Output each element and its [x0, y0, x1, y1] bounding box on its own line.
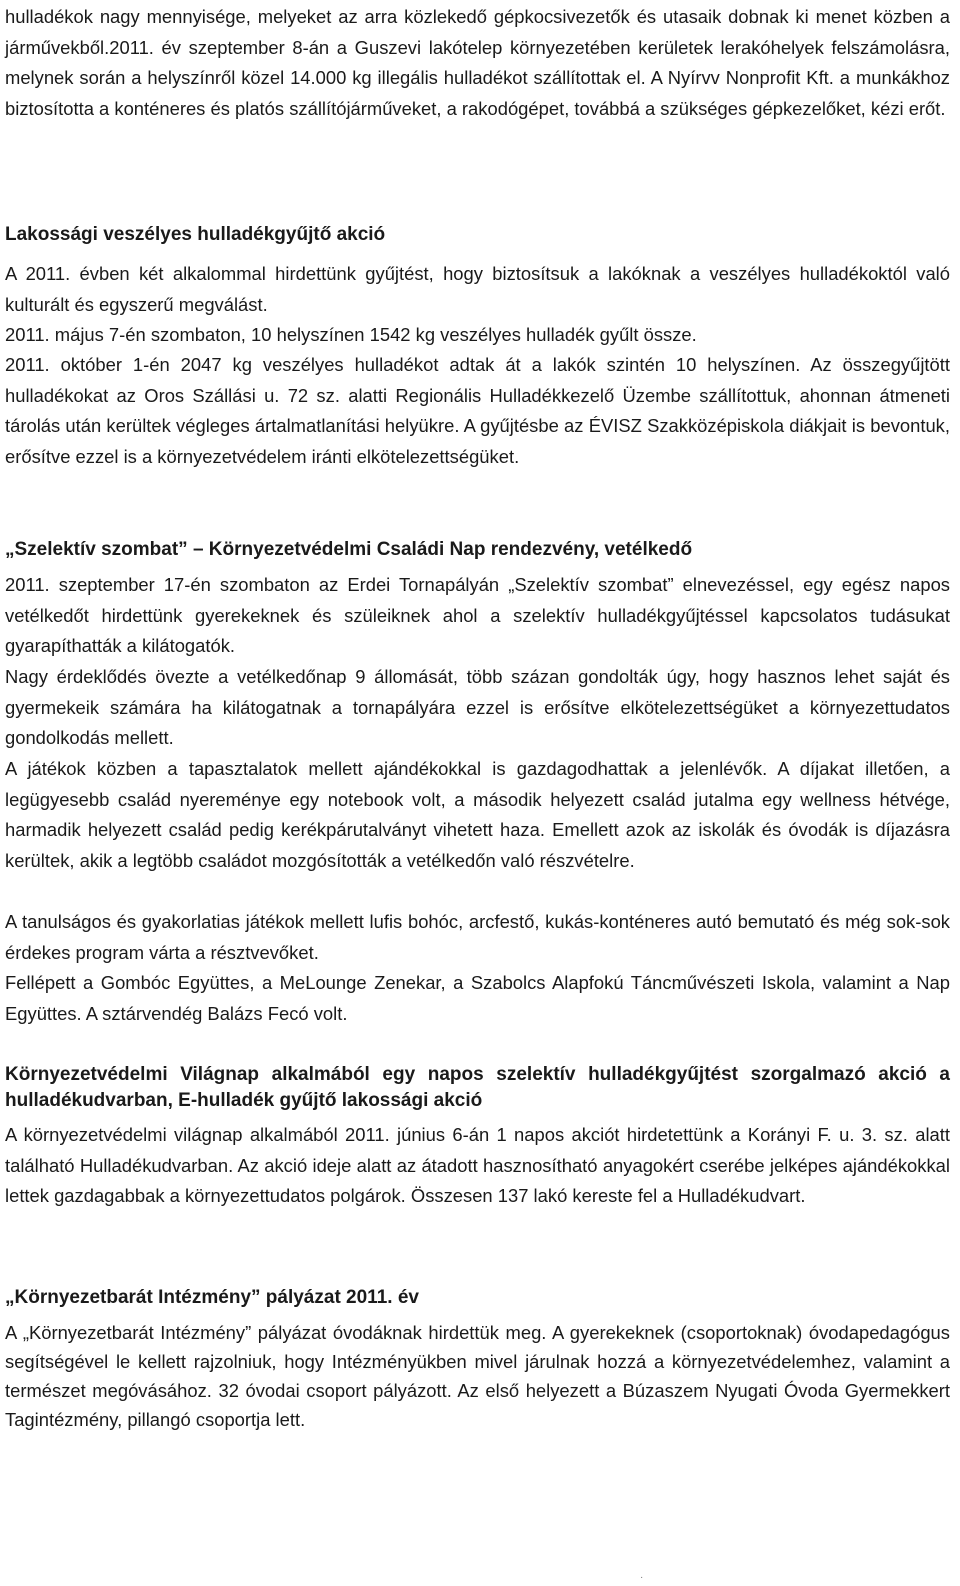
- paragraph-eco-friendly-institution: A „Környezetbarát Intézmény” pályázat óvodáknak hirdettük meg. A gyerekeknek (csoportoknak) óvodapedagógus segítségével le kellett rajzolniuk, hogy Intézményükben mivel járulnak hozzá a környezetvédelemhez, valamint a természet megóvásához. 32 óvodai csoport pályázott. Az első helyezett a Búzaszem Nyugati Óvoda Gyermekkert Tagintézmény, pillangó csoportja lett.: [5, 1322, 950, 1430]
- heading-hazardous-waste-collection: Lakossági veszélyes hulladékgyűjtő akció: [5, 224, 386, 245]
- paragraph-hazardous-may: 2011. május 7-én szombaton, 10 helyszínen 1542 kg veszélyes hulladék gyűlt össze.: [5, 324, 697, 345]
- heading-selective-saturday: „Szelektív szombat” – Környezetvédelmi Családi Nap rendezvény, vetélkedő: [5, 539, 693, 560]
- paragraph-selective-saturday-performers: Fellépett a Gombóc Együttes, a MeLounge Zenekar, a Szabolcs Alapfokú Táncművészeti Iskola, valamint a Nap Együttes. A sztárvendég Balázs Fecó volt.: [5, 972, 950, 1024]
- paragraph-selective-saturday-programs: A tanulságos és gyakorlatias játékok mellett lufis bohóc, arcfestő, kukás-konténeres autó bemutató és még sok-sok érdekes program várta a résztvevőket.: [5, 911, 950, 963]
- paragraph-hazardous-october: 2011. október 1-én 2047 kg veszélyes hulladékot adtak át a lakók szintén 10 helyszínen. Az összegyűjtött hulladékokat az Oros Szállási u. 72 sz. alatti Regionális Hulladékkezelő Üzembe szállítottuk, ahonnan átmeneti tárolás után kerültek végleges ártalmatlanítási helyükre. A gyűjtésbe az ÉVISZ Szakközépiskola diákjait is bevontuk, erősítve ezzel is a környezetvédelem iránti elkötelezettségüket.: [5, 354, 950, 467]
- paragraph-environment-world-day: A környezetvédelmi világnap alkalmából 2011. június 6-án 1 napos akciót hirdetettünk a Korányi F. u. 3. sz. alatt található Hulladékudvarban. Az akció ideje alatt az átadott hasznosítható anyagokért cserébe jelképes ajándékokkal lettek gazdagabbak a környezettudatos polgárok. Összesen 137 lakó kereste fel a Hulladékudvart.: [5, 1124, 950, 1207]
- paragraph-selective-saturday-intro: 2011. szeptember 17-én szombaton az Erdei Tornapályán „Szelektív szombat” elnevezéssel, egy egész napos vetélkedőt hirdettünk gyerekeknek és szüleiknek ahol a szelektív hulladékgyűjtéssel kapcsolatos tudásukat gyarapíthatták a kilátogatók.: [5, 574, 950, 657]
- heading-environment-world-day: Környezetvédelmi Világnap alkalmából egy napos szelektív hulladékgyűjtést szorgalmazó akció a hulladékudvarban, E-hulladék gyűjtő lakossági akció: [5, 1064, 950, 1111]
- paragraph-selective-saturday-interest: Nagy érdeklődés övezte a vetélkedőnap 9 állomását, több százan gondolták úgy, hogy hasznos lehet saját és gyermekeik számára ha kilátogatnak a tornapályára ezzel is erősítve elkötelezettségüket a környezettudatos gondolkodás mellett.: [5, 666, 950, 749]
- heading-eco-friendly-institution: „Környezetbarát Intézmény” pályázat 2011. év: [5, 1287, 419, 1308]
- page-mark: ·: [640, 1572, 645, 1583]
- paragraph-illegal-waste: hulladékok nagy mennyisége, melyeket az arra közlekedő gépkocsivezetők és utasaik dobnak ki menet közben a járművekből.2011. év szeptember 8-án a Guszevi lakótelep környezetében kerületek lerakóhelyek felszámolásra, melynek során a helyszínről közel 14.000 kg illegális hulladékot szállítottak el. A Nyírvv Nonprofit Kft. a munkákhoz biztosította a konténeres és platós szállítójárműveket, a rakodógépet, továbbá a szükséges gépkezelőket, kézi erőt.: [5, 6, 950, 119]
- paragraph-hazardous-intro: A 2011. évben két alkalommal hirdettünk gyűjtést, hogy biztosítsuk a lakóknak a veszélyes hulladékoktól való kulturált és egyszerű megválást.: [5, 263, 950, 315]
- paragraph-selective-saturday-prizes: A játékok közben a tapasztalatok mellett ajándékokkal is gazdagodhattak a jelenlévők. A díjakat illetően, a legügyesebb család nyereménye egy notebook volt, a második helyezett család jutalma egy wellness hétvége, harmadik helyezett család pedig kerékpárutalványt vihetett haza. Emellett azok az iskolák és óvodák is díjazásra kerültek, akik a legtöbb családot mozgósították a vetélkedőn való részvételre.: [5, 758, 950, 871]
